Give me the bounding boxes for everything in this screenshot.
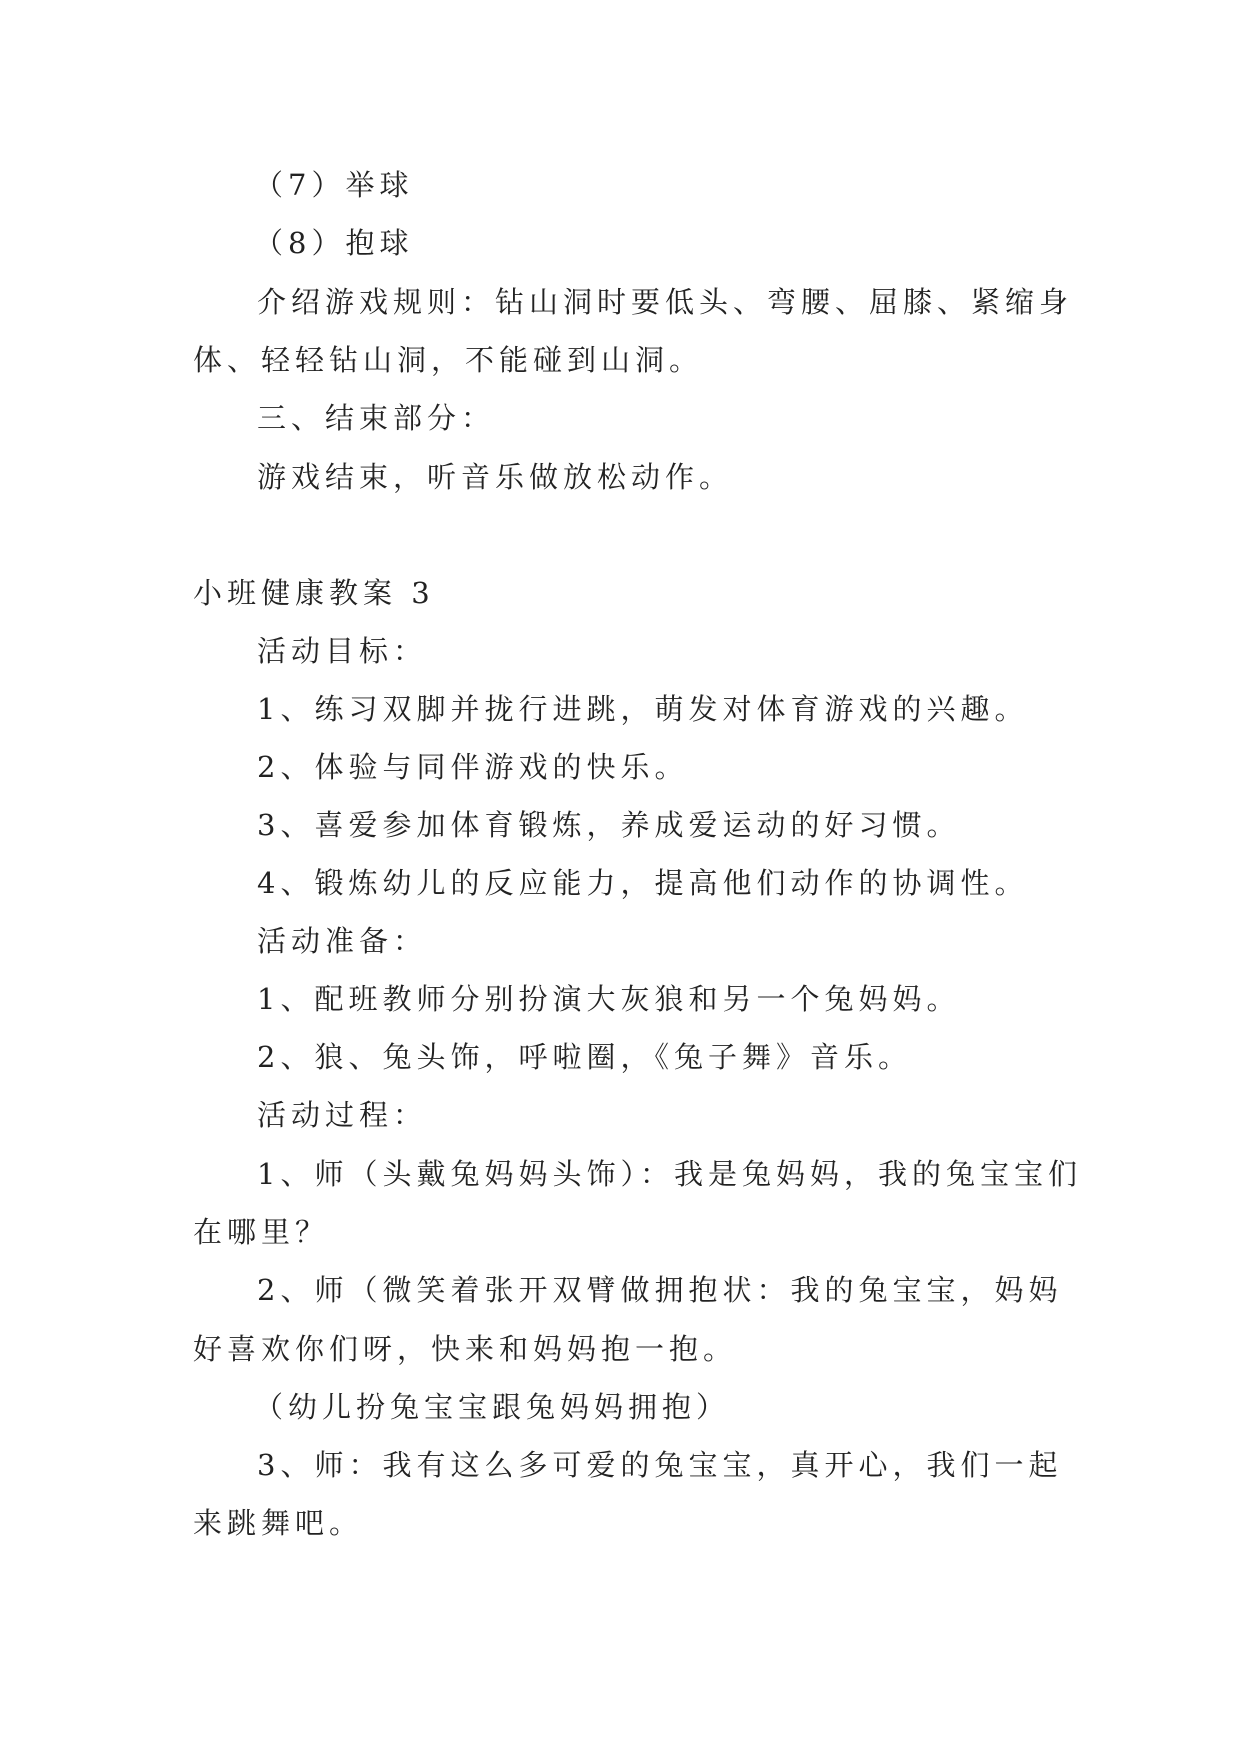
process-item-1: 1、师（头戴兔妈妈头饰）：我是兔妈妈，我的兔宝宝们	[257, 1157, 1082, 1191]
heading-objectives: 活动目标：	[257, 634, 428, 668]
process-item-2: 2、师（微笑着张开双臂做拥抱状：我的兔宝宝，妈妈	[257, 1273, 1063, 1307]
process-item-3-continued: 来跳舞吧。	[193, 1506, 364, 1540]
preparation-item-1: 1、配班教师分别扮演大灰狼和另一个兔妈妈。	[257, 982, 961, 1016]
heading-process: 活动过程：	[257, 1098, 428, 1132]
section-heading-end: 三、结束部分：	[257, 401, 496, 435]
lesson-title: 小班健康教案 3	[193, 576, 435, 610]
objective-item-4: 4、锻炼幼儿的反应能力，提高他们动作的协调性。	[257, 866, 1029, 900]
process-item-2-continued: 好喜欢你们呀，快来和妈妈抱一抱。	[193, 1332, 738, 1366]
preparation-item-2: 2、狼、兔头饰，呼啦圈，《兔子舞》音乐。	[257, 1040, 912, 1074]
heading-preparation: 活动准备：	[257, 924, 428, 958]
list-item-raise-ball: （7）举球	[254, 168, 414, 202]
process-item-1-continued: 在哪里？	[193, 1215, 330, 1249]
paragraph-end: 游戏结束，听音乐做放松动作。	[257, 460, 734, 494]
list-item-hug-ball: （8）抱球	[254, 226, 414, 260]
process-item-3: 3、师：我有这么多可爱的兔宝宝，真开心，我们一起	[257, 1448, 1063, 1482]
objective-item-1: 1、练习双脚并拢行进跳，萌发对体育游戏的兴趣。	[257, 692, 1029, 726]
objective-item-2: 2、体验与同伴游戏的快乐。	[257, 750, 689, 784]
paragraph-rules: 介绍游戏规则：钻山洞时要低头、弯腰、屈膝、紧缩身	[257, 285, 1074, 319]
paragraph-rules-continued: 体、轻轻钻山洞，不能碰到山洞。	[193, 343, 704, 377]
objective-item-3: 3、喜爱参加体育锻炼，养成爱运动的好习惯。	[257, 808, 961, 842]
process-note: （幼儿扮兔宝宝跟兔妈妈拥抱）	[254, 1390, 731, 1424]
